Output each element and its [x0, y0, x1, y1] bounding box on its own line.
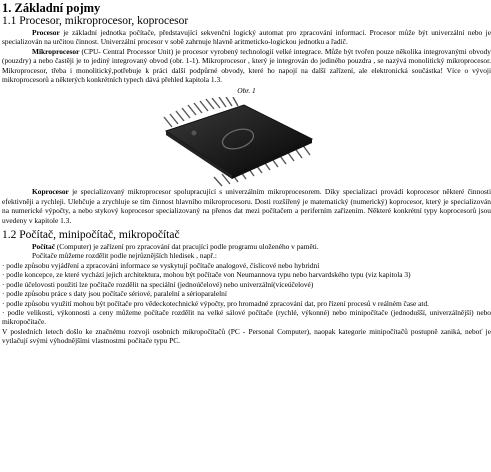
- microprocessor-chip-image: [126, 97, 366, 187]
- figure-caption: Obr. 1: [237, 86, 256, 96]
- chapter-heading: 1. Základní pojmy: [2, 1, 101, 15]
- bullet-list: [2, 261, 491, 327]
- list-item: · podle způsobu vyjádření a zpracování informace se vyskytují počítače analogové, číslicové nebo hybridní: [2, 260, 320, 270]
- text-mikroprocesor: (CPU- Central Processor Unit) je procesor vyrobený technologií velké integrace. Může být tvořen pouze několika integrovanými obvody (pouzdry) a nebo častěji je to jediný integrovaný obvod (obr. 1-1). Mikroprocesor , který je integrován do jediného pouzdra , se nazývá monolitický mikroprocesor. Mikroprocesor, třeba i monolitický,potřebuje k práci další podpůrné obvody, které ho napojí na další zařízení, ale elektronická součástka! Více o vývoji mikroprocesorů a některých konkrétních typech dává přehled kapitola 1.3.: [2, 46, 491, 85]
- text-pocitac: (Computer) je zařízení pro zpracování dat pracující podle programu uloženého v paměti.: [54, 242, 319, 252]
- list-item: · podle účelovosti použití lze počítače rozdělit na speciální (jednoúčelové) nebo univerzální(víceúčelové): [2, 279, 314, 289]
- paragraph-rozdeleni: Počítače můžeme rozdělit podle nejrůznějších hledisek , např.:: [32, 251, 217, 261]
- term-mikroprocesor: Mikroprocesor: [32, 46, 80, 56]
- section-heading-1-2: 1.2 Počítač, minipočítač, mikropočítač: [2, 229, 180, 242]
- paragraph-closing: V posledních letech došlo ke značnému rozvoji osobních mikropočítačů (PC - Personal Computer), naopak kategorie minipočítačů postupně zaniká, neboť je vytlačují svými výhodnějšími vlastnostmi počítače typu PC.: [2, 326, 491, 346]
- list-item: · podle koncepce, ze které vychází jejich architektura, mohou být počítače von Neumannova typu nebo harvardského typu (viz kapitola 3): [2, 270, 411, 280]
- text-koprocesor: je specializovaný mikroprocesor spolupracující s univerzálním mikroprocesorem. Díky specializaci provádí koprocesor některé činnosti efektivněji a rychleji. Ulehčuje a zrychluje se tím činnost hlavního mikroprocesoru. Dosti rozšířený je matematický (numerický) koprocesor, který je specializován na numerické výpočty, a nebo stykový koprocesor specializovaný na přenos dat mezi počítačem a periferním zařízením. Některé konkrétní typy koprocesorů jsou uvedeny v kapitole 1.3.: [2, 187, 491, 225]
- figure-chip: [2, 95, 491, 187]
- text-procesor: je základní jednotka počítače, představující sekvenční logický automat pro zpracování informací. Procesor může být univerzální nebo je specializován na určitou činnost. Univerzální procesor v sobě zahrnuje hlavně aritmeticko-logickou jednotku a řadič.: [2, 28, 491, 47]
- list-item: · podle velikosti, výkonnosti a ceny můžeme počítače rozdělit na velké sálové počítače (rychlé, výkonné) nebo minipočítače (jednodušší, univerzálnější) nebo mikropočítače.: [2, 307, 491, 327]
- list-item: · podle způsobu využití mohou být počítače pro vědeckotechnické výpočty, pro hromadné zpracování dat, pro řízení procesů v reálném čase atd.: [2, 298, 429, 308]
- term-procesor: Procesor: [32, 28, 60, 37]
- list-item: · podle způsobu práce s daty jsou počítače sériové, paralelní a sérioparalelní: [2, 289, 227, 299]
- paragraph-koprocesor: [2, 187, 491, 225]
- term-koprocesor: Koprocesor: [32, 187, 69, 197]
- paragraph-mikroprocesor: [2, 47, 491, 85]
- section-heading-1-1: 1.1 Procesor, mikroprocesor, koprocesor: [2, 15, 189, 27]
- paragraph-procesor: [2, 28, 491, 47]
- term-pocitac: Počítač: [32, 242, 55, 252]
- paragraph-pocitac: [2, 242, 491, 251]
